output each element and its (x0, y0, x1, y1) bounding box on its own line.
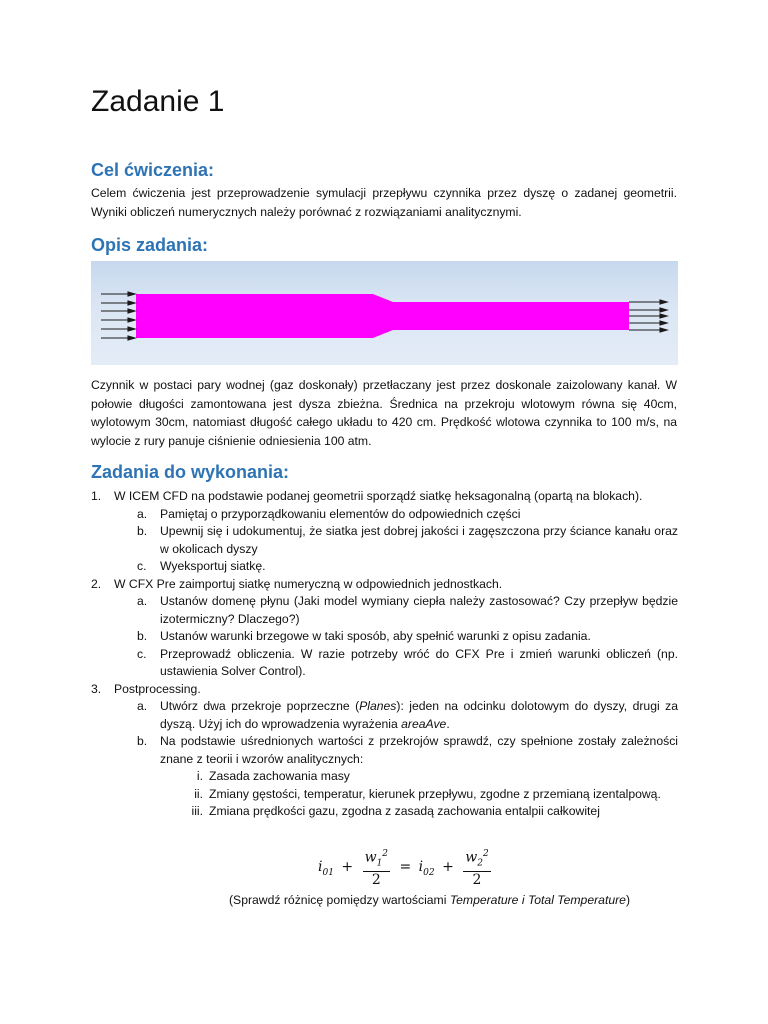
subtask-2b (91, 628, 678, 646)
task-number: 2. (91, 576, 102, 591)
roman-number: i. (196, 769, 203, 783)
subtask-text: Wyeksportuj siatkę. (160, 559, 266, 573)
task-item-1 (91, 488, 678, 506)
roman-number: iii. (191, 804, 203, 818)
subtask-text: Upewnij się i udokumentuj, że siatka jest dobrej jakości i zagęszczona przy ściance kanału oraz w okolicach dyszy (160, 524, 678, 556)
subtask-text: Zasada zachowania masy (209, 769, 350, 783)
subtask-3b-iii (91, 803, 678, 821)
outlet-arrows (629, 300, 667, 332)
subtask-1a (91, 506, 678, 524)
subtask-letter: c. (137, 646, 147, 661)
subtask-text: Zmiany gęstości, temperatur, kierunek przepływu, zgodne z przemianą izentalpową. (209, 786, 661, 801)
inlet-arrows (101, 292, 135, 340)
subtask-letter: b. (137, 524, 148, 538)
subtask-text: Na podstawie uśrednionych wartości z przekrojów sprawdź, czy spełnione zostały zależności znane z teorii i wzorów analitycznych: (160, 734, 678, 766)
goal-text: Celem ćwiczenia jest przeprowadzenie symulacji przepływu czynnika przez dyszę o zadanej geometrii. Wyniki obliczeń numerycznych należy porównać z rozwiązaniami analitycznymi. (91, 186, 677, 219)
subtask-letter: a. (137, 699, 148, 713)
subtask-letter: a. (137, 506, 148, 521)
subtask-3b-ii (91, 786, 678, 804)
task-number: 1. (91, 489, 102, 503)
subtask-text: Zmiana prędkości gazu, zgodna z zasadą zachowania entalpii całkowitej (209, 804, 600, 818)
subtask-letter: a. (137, 594, 148, 608)
subtask-text: Ustanów domenę płynu (Jaki model wymiany ciepła należy zastosować? Czy przepływ będzie izotermiczny? Dlaczego?) (160, 594, 678, 626)
task-item-2 (91, 576, 678, 594)
nozzle-diagram (91, 261, 678, 365)
subtask-1c (91, 558, 678, 576)
subtask-text: Pamiętaj o przyporządkowaniu elementów do odpowiednich części (160, 506, 521, 521)
task-list (91, 488, 678, 821)
roman-number: ii. (194, 786, 203, 801)
subtask-1b (91, 523, 678, 558)
task-item-3 (91, 681, 678, 699)
task-text: W ICEM CFD na podstawie podanej geometrii sporządź siatkę heksagonalną (opartą na blokach). (114, 489, 643, 503)
task-text: Postprocessing. (114, 681, 201, 696)
subtask-3b-i (91, 768, 678, 786)
tasks-heading: Zadania do wykonania: (91, 462, 290, 482)
description-heading: Opis zadania: (91, 235, 209, 255)
page-title: Zadanie 1 (91, 85, 225, 118)
goal-heading: Cel ćwiczenia: (91, 160, 215, 180)
subtask-3b (91, 733, 678, 768)
subtask-letter: b. (137, 629, 148, 643)
channel-geometry (136, 294, 629, 338)
nozzle-geometry-figure (91, 261, 678, 365)
task-number: 3. (91, 681, 102, 696)
subtask-2c (91, 646, 678, 681)
subtask-letter: c. (137, 559, 147, 573)
task-text: W CFX Pre zaimportuj siatkę numeryczną w odpowiednich jednostkach. (114, 576, 503, 591)
subtask-text: Utwórz dwa przekroje poprzeczne (Planes): jeden na odcinku dolotowym do dyszy, drugi za dyszą. Użyj ich do wprowadzenia wyrażenia areaAve. (160, 699, 678, 731)
subtask-2a (91, 593, 678, 628)
subtask-3a (91, 698, 678, 733)
enthalpy-formula: $i_{01}$ + $\frac{w_1^2}{2}$ = $i_{02}$ + $\frac{w_2^2}{2}$ (318, 846, 493, 888)
description-text: Czynnik w postaci pary wodnej (gaz doskonały) przetłaczany jest przez doskonale zaizolowany kanał. W połowie długości zamontowana jest dysza zbieżna. Średnica na przekroju wlotowym równa się 40cm, wylotowym 30cm, natomiast długość całego układu to 420 cm. Prędkość wlotowa czynnika to 100 m/s, na wylocie z rury panuje ciśnienie odniesienia 100 atm. (91, 378, 677, 448)
subtask-letter: b. (137, 734, 148, 748)
subtask-text: Ustanów warunki brzegowe w taki sposób, aby spełnić warunki z opisu zadania. (160, 629, 591, 643)
subtask-text: Przeprowadź obliczenia. W razie potrzeby wróć do CFX Pre i zmień warunki obliczeń (np. ustawienia Solver Control). (160, 646, 678, 678)
check-note: (Sprawdź różnicę pomiędzy wartościami Temperature i Total Temperature) (229, 893, 631, 907)
